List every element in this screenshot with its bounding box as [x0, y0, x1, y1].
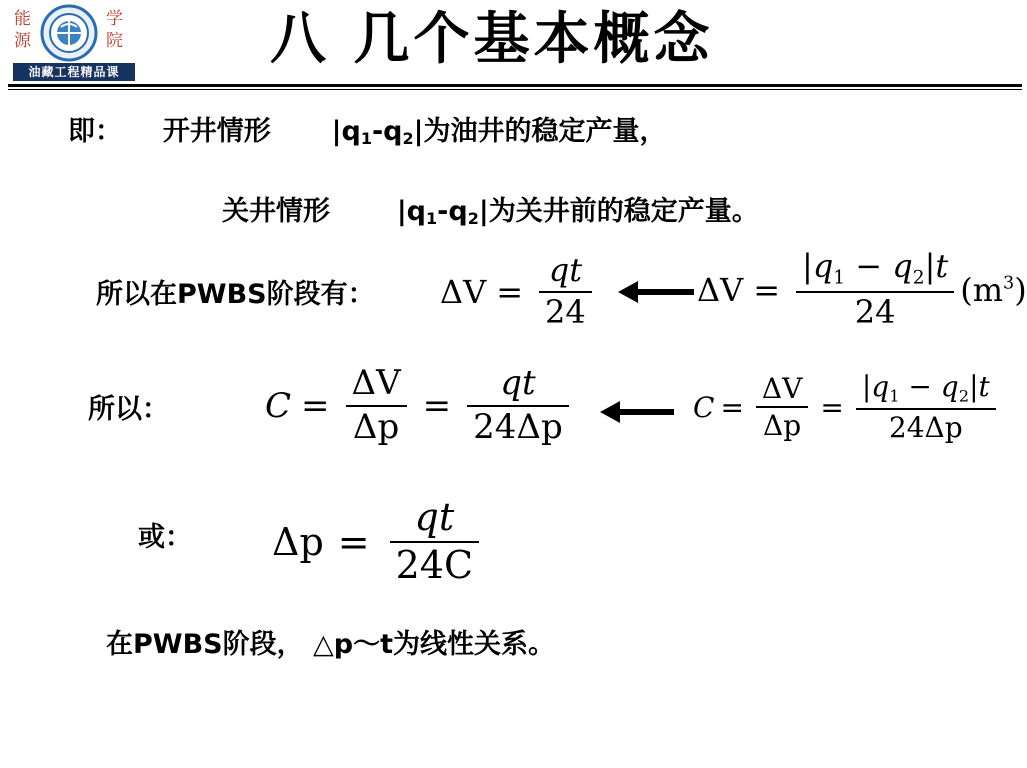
equation-storage-coefficient — [265, 363, 575, 447]
text-line-open-well — [68, 115, 667, 156]
eq-sign: = — [337, 519, 370, 564]
eq-lhs: C — [265, 385, 292, 426]
text-line-shut-in — [222, 195, 759, 236]
eq-numerator: $|q_1 - q_2|t$ — [802, 247, 949, 289]
eq-numerator: ΔV — [761, 371, 803, 405]
case-label: 关井情形 — [222, 196, 330, 227]
or-label: 或： — [138, 522, 192, 553]
lead-label: 即： — [68, 116, 122, 147]
slide-title: 八 几个基本概念 — [270, 7, 714, 72]
eq-denominator: 24 — [854, 292, 896, 331]
pwbs-label: 所以在PWBS阶段有： — [96, 279, 375, 310]
logo-char: 学 — [106, 9, 123, 29]
eq-fraction — [856, 372, 996, 442]
eq-lhs: C — [693, 390, 715, 424]
description: 为油井的稳定产量， — [423, 116, 667, 147]
eq-numerator: $|q_1 - q_2|t$ — [861, 370, 990, 406]
eq-numerator: qt — [548, 251, 583, 289]
conclusion-text: 在PWBS阶段， △p～t为线性关系。 — [106, 629, 555, 660]
eq-fraction — [539, 251, 592, 331]
eq-sign: = — [301, 385, 330, 426]
eq-numerator: qt — [414, 495, 455, 539]
eq-denominator: Δp — [352, 406, 400, 447]
eq-sign: = — [820, 390, 844, 424]
rate-diff: $|q_1-q_2|$ — [396, 196, 489, 228]
eq-sign: = — [496, 272, 524, 311]
equation-storage-coefficient-full — [693, 372, 1002, 442]
equation-pressure-change — [272, 495, 485, 587]
eq-denominator: 24Δp — [888, 410, 963, 444]
case-label: 开井情形 — [162, 116, 271, 147]
eq-fraction — [756, 371, 808, 443]
eq-fraction — [390, 495, 479, 587]
header-divider-thin — [8, 89, 1022, 90]
eq-sign: = — [422, 385, 452, 426]
rate-diff: $|q_1-q_2|$ — [331, 116, 424, 148]
eq-lhs: ΔV — [697, 270, 744, 309]
volume-unit: $(m^3)$ — [960, 270, 1027, 309]
equation-delta-v-full — [697, 247, 1027, 331]
eq-sign: = — [720, 390, 744, 424]
therefore-label: 所以： — [88, 394, 169, 425]
eq-numerator: ΔV — [351, 363, 401, 403]
equation-delta-v-simple — [440, 251, 598, 331]
university-emblem-icon — [38, 4, 100, 62]
logo-char: 院 — [106, 31, 123, 51]
eq-fraction — [796, 247, 954, 331]
school-logo — [8, 4, 134, 84]
eq-denominator: 24Δp — [473, 406, 563, 447]
eq-denominator: Δp — [763, 409, 802, 443]
eq-denominator: 24 — [545, 292, 586, 331]
logo-char: 源 — [14, 31, 31, 51]
eq-lhs: Δp — [272, 519, 324, 564]
description: 为关井前的稳定产量。 — [488, 196, 759, 227]
eq-fraction — [346, 363, 407, 447]
course-banner: 油藏工程精品课 — [13, 63, 135, 81]
header-divider — [8, 84, 1022, 87]
eq-fraction — [467, 363, 569, 447]
eq-denominator: 24C — [395, 542, 474, 587]
eq-sign: = — [753, 270, 781, 309]
logo-char: 能 — [14, 9, 31, 29]
eq-lhs: ΔV — [440, 272, 487, 311]
eq-numerator: qt — [500, 363, 536, 403]
